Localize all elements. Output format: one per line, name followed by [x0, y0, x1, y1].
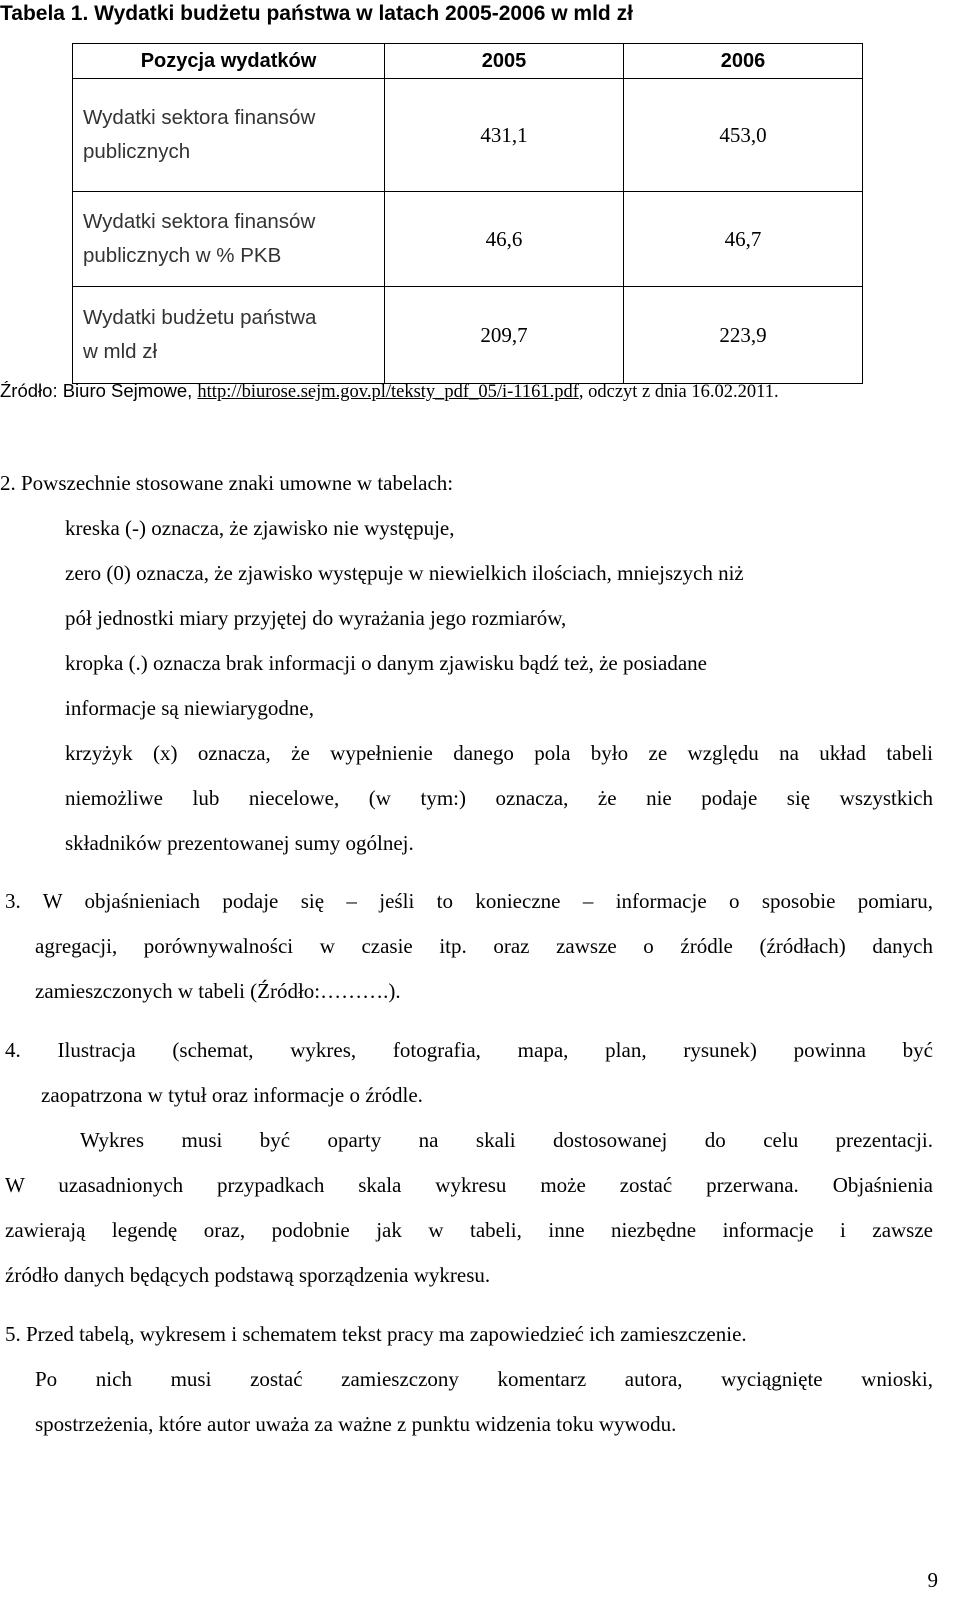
section-2-dash-item: kreska (-) oznacza, że zjawisko nie występuje, — [65, 516, 455, 540]
section-4-line3: Wykres musi być oparty na skali dostosowanej do celu prezentacji. — [80, 1128, 933, 1152]
cell-2006: 453,0 — [624, 79, 863, 192]
cell-2005: 209,7 — [385, 287, 624, 384]
section-4-line4: W uzasadnionych przypadkach skala wykresu może zostać przerwana. Objaśnienia — [5, 1173, 933, 1197]
source-link[interactable]: http://biurose.sejm.gov.pl/teksty_pdf_05/i-1161.pdf — [197, 382, 579, 402]
section-2-zero-item-line2: pół jednostki miary przyjętej do wyrażania jego rozmiarów, — [65, 606, 567, 630]
section-2-cross-item-line2: niemożliwe lub niecelowe, (w tym:) oznacza, że nie podaje się wszystkich — [65, 786, 933, 810]
table-header-row — [73, 44, 863, 79]
cell-2005: 46,6 — [385, 192, 624, 287]
page-number: 9 — [927, 1568, 938, 1592]
section-4-line1: 4. Ilustracja (schemat, wykres, fotografia, mapa, plan, rysunek) powinna być — [5, 1038, 933, 1062]
table-row — [73, 79, 863, 192]
row-label: Wydatki sektora finansów publicznych — [73, 79, 385, 192]
cell-2006: 46,7 — [624, 192, 863, 287]
section-2-heading: 2. Powszechnie stosowane znaki umowne w tabelach: — [0, 471, 454, 495]
section-2-dot-item-line2: informacje są niewiarygodne, — [65, 696, 314, 720]
header-position: Pozycja wydatków — [73, 44, 385, 79]
section-2-zero-item-line1: zero (0) oznacza, że zjawisko występuje w niewielkich ilościach, mniejszych niż — [65, 561, 744, 585]
source-org: Biuro Sejmowe, — [57, 380, 198, 401]
section-2-cross-item-line3: składników prezentowanej sumy ogólnej. — [65, 831, 414, 855]
section-3-line1: 3. W objaśnieniach podaje się – jeśli to konieczne – informacje o sposobie pomiaru, — [5, 889, 933, 913]
cell-2005: 431,1 — [385, 79, 624, 192]
source-note — [0, 380, 779, 403]
table-row — [73, 192, 863, 287]
row-label: Wydatki budżetu państwa w mld zł — [73, 287, 385, 384]
source-suffix: , odczyt z dnia 16.02.2011. — [578, 382, 779, 402]
section-5-line2: Po nich musi zostać zamieszczony komentarz autora, wyciągnięte wnioski, — [35, 1367, 933, 1391]
expenditure-table — [72, 43, 863, 384]
section-4-line5: zawierają legendę oraz, podobnie jak w tabeli, inne niezbędne informacje i zawsze — [5, 1218, 933, 1242]
section-3-line3: zamieszczonych w tabeli (Źródło:……….). — [35, 979, 401, 1003]
section-4-line6: źródło danych będących podstawą sporządzenia wykresu. — [5, 1263, 491, 1287]
header-2006: 2006 — [624, 44, 863, 79]
section-5-line1: 5. Przed tabelą, wykresem i schematem tekst pracy ma zapowiedzieć ich zamieszczenie. — [5, 1322, 747, 1346]
section-3-line2: agregacji, porównywalności w czasie itp. oraz zawsze o źródle (źródłach) danych — [35, 934, 933, 958]
section-2-dot-item-line1: kropka (.) oznacza brak informacji o danym zjawisku bądź też, że posiadane — [65, 651, 707, 675]
section-5-line3: spostrzeżenia, które autor uważa za ważne z punktu widzenia toku wywodu. — [35, 1412, 677, 1436]
cell-2006: 223,9 — [624, 287, 863, 384]
section-4-line2: zaopatrzona w tytuł oraz informacje o źródle. — [41, 1083, 423, 1107]
section-2-cross-item-line1: krzyżyk (x) oznacza, że wypełnienie danego pola było ze względu na układ tabeli — [65, 741, 933, 765]
row-label: Wydatki sektora finansów publicznych w % PKB — [73, 192, 385, 287]
table-row — [73, 287, 863, 384]
source-prefix: Źródło: — [0, 380, 58, 401]
header-2005: 2005 — [385, 44, 624, 79]
table-caption: Tabela 1. Wydatki budżetu państwa w latach 2005-2006 w mld zł — [0, 2, 633, 25]
